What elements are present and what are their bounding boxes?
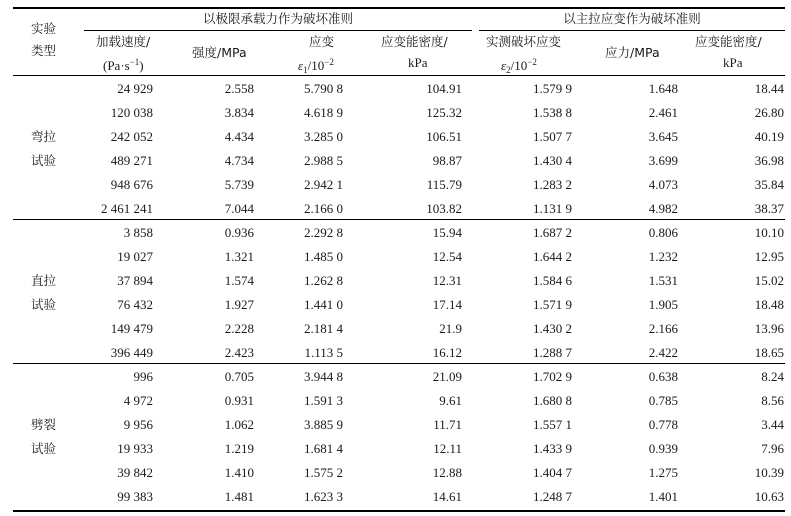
cell-stress: 1.648 <box>648 81 678 96</box>
cell-stress: 1.232 <box>648 249 678 264</box>
cell-strain: 1.441 0 <box>304 297 343 312</box>
cell-mstrain: 1.248 7 <box>533 489 572 504</box>
cell-strain: 3.285 0 <box>304 129 343 144</box>
cell-rate: 996 <box>133 369 153 384</box>
cell-rate: 489 271 <box>110 153 153 168</box>
cell-strength: 1.321 <box>224 249 254 264</box>
group-label-line2: 试验 <box>31 153 57 168</box>
cell-stress: 0.785 <box>648 393 678 408</box>
cell-energy: 103.82 <box>426 201 462 216</box>
cell-mstrain: 1.507 7 <box>533 129 572 144</box>
cell-energy2: 40.19 <box>754 129 784 144</box>
group-label-line2: 试验 <box>31 297 57 312</box>
cell-mstrain: 1.538 8 <box>533 105 572 120</box>
col-header-strength: 强度/MPa <box>192 45 247 60</box>
cell-strength: 2.558 <box>224 81 254 96</box>
cell-strain: 1.113 5 <box>304 345 343 360</box>
cell-energy2: 15.02 <box>754 273 784 288</box>
mstrain-unit: /10 <box>510 58 528 73</box>
col-header-stress: 应力/MPa <box>605 45 660 60</box>
cell-mstrain: 1.702 9 <box>533 369 572 384</box>
cell-strain: 3.885 9 <box>304 417 343 432</box>
cell-strength: 2.423 <box>224 345 254 360</box>
cell-energy2: 10.63 <box>754 489 784 504</box>
cell-strain: 2.292 8 <box>304 225 343 240</box>
cell-stress: 1.275 <box>648 465 678 480</box>
cell-stress: 1.401 <box>648 489 678 504</box>
cell-rate: 120 038 <box>110 105 153 120</box>
cell-rate: 2 461 241 <box>101 201 153 216</box>
cell-energy2: 18.48 <box>754 297 784 312</box>
col-header-energy2: 应变能密度/ <box>695 34 762 49</box>
cell-stress: 4.982 <box>648 201 678 216</box>
cell-rate: 19 027 <box>117 249 153 264</box>
cell-mstrain: 1.131 9 <box>533 201 572 216</box>
cell-strength: 5.739 <box>224 177 254 192</box>
group-label-line2: 试验 <box>31 441 57 456</box>
cell-energy: 9.61 <box>439 393 462 408</box>
cell-strain: 1.623 3 <box>304 489 343 504</box>
cell-stress: 0.939 <box>648 441 678 456</box>
cell-stress: 0.806 <box>648 225 678 240</box>
type-header-line2: 类型 <box>31 43 57 58</box>
cell-strain: 2.988 5 <box>304 153 343 168</box>
type-header-line1: 实验 <box>31 21 57 36</box>
col-header-rate-unit <box>103 55 144 73</box>
cell-rate: 396 449 <box>110 345 153 360</box>
cell-rate: 99 383 <box>117 489 153 504</box>
cell-energy2: 7.96 <box>761 441 784 456</box>
cell-strength: 4.434 <box>224 129 254 144</box>
cell-mstrain: 1.584 6 <box>533 273 572 288</box>
cell-stress: 3.645 <box>648 129 678 144</box>
cell-strength: 1.410 <box>224 465 254 480</box>
cell-energy: 12.31 <box>432 273 462 288</box>
cell-energy: 125.32 <box>426 105 462 120</box>
cell-energy2: 10.39 <box>754 465 784 480</box>
col-header-mstrain: 实测破坏应变 <box>486 34 562 49</box>
cell-strength: 1.481 <box>224 489 254 504</box>
group-header-limit: 以极限承载力作为破坏准则 <box>202 11 353 26</box>
cell-rate: 149 479 <box>110 321 153 336</box>
cell-strength: 2.228 <box>224 321 254 336</box>
mstrain-symbol: ε <box>501 58 507 73</box>
cell-strain: 1.262 8 <box>304 273 343 288</box>
cell-mstrain: 1.433 9 <box>533 441 572 456</box>
cell-energy: 104.91 <box>426 81 462 96</box>
header-rule <box>13 75 785 76</box>
col-header-strain-unit <box>298 55 334 78</box>
rate-unit-exp: −1 <box>129 57 140 67</box>
cell-rate: 19 933 <box>117 441 153 456</box>
group-limit-underline <box>84 30 472 31</box>
top-rule <box>13 7 785 9</box>
cell-strain: 2.166 0 <box>304 201 343 216</box>
cell-energy2: 13.96 <box>754 321 784 336</box>
col-header-mstrain-unit <box>501 55 537 78</box>
col-header-energy2-unit: kPa <box>723 55 743 70</box>
cell-strength: 1.927 <box>224 297 254 312</box>
group-principal-underline <box>479 30 785 31</box>
cell-strength: 1.574 <box>224 273 254 288</box>
cell-energy2: 26.80 <box>754 105 784 120</box>
cell-energy: 16.12 <box>432 345 462 360</box>
cell-rate: 9 956 <box>123 417 153 432</box>
cell-stress: 0.638 <box>648 369 678 384</box>
rate-unit-open: (Pa·s <box>103 58 130 73</box>
group-rule-1 <box>13 219 785 220</box>
data-table <box>13 7 785 512</box>
cell-energy: 106.51 <box>426 129 462 144</box>
group-header-principal: 以主拉应变作为破坏准则 <box>563 11 701 26</box>
cell-strain: 5.790 8 <box>304 81 343 96</box>
cell-strength: 0.931 <box>224 393 254 408</box>
cell-rate: 24 929 <box>117 81 153 96</box>
group-label-line1: 劈裂 <box>31 417 57 432</box>
cell-energy: 12.54 <box>432 249 462 264</box>
cell-mstrain: 1.557 1 <box>533 417 572 432</box>
cell-mstrain: 1.288 7 <box>533 345 572 360</box>
cell-strength: 1.219 <box>224 441 254 456</box>
cell-strength: 0.936 <box>224 225 254 240</box>
cell-strength: 1.062 <box>224 417 254 432</box>
group-label-line1: 弯拉 <box>31 129 57 144</box>
cell-energy: 14.61 <box>432 489 462 504</box>
cell-rate: 3 858 <box>123 225 153 240</box>
col-header-strain: 应变 <box>309 34 335 49</box>
cell-energy2: 3.44 <box>761 417 784 432</box>
cell-energy2: 10.10 <box>754 225 784 240</box>
strain-subscript: 1 <box>303 65 308 75</box>
col-header-energy-unit: kPa <box>408 55 428 70</box>
strain-symbol: ε <box>298 58 304 73</box>
cell-stress: 0.778 <box>648 417 678 432</box>
cell-stress: 4.073 <box>648 177 678 192</box>
cell-stress: 2.461 <box>648 105 678 120</box>
cell-mstrain: 1.579 9 <box>533 81 572 96</box>
rate-unit-close: ) <box>139 58 144 73</box>
cell-rate: 37 894 <box>117 273 153 288</box>
cell-strain: 1.575 2 <box>304 465 343 480</box>
strain-exp: −2 <box>324 57 334 67</box>
cell-energy2: 38.37 <box>754 201 784 216</box>
cell-energy2: 35.84 <box>754 177 784 192</box>
cell-energy2: 18.44 <box>754 81 784 96</box>
cell-rate: 76 432 <box>117 297 153 312</box>
cell-energy2: 8.56 <box>761 393 784 408</box>
cell-energy: 12.11 <box>433 441 462 456</box>
cell-stress: 1.531 <box>648 273 678 288</box>
cell-stress: 1.905 <box>648 297 678 312</box>
cell-mstrain: 1.430 2 <box>533 321 572 336</box>
cell-energy: 98.87 <box>432 153 462 168</box>
cell-strength: 7.044 <box>224 201 254 216</box>
cell-energy: 21.09 <box>432 369 462 384</box>
cell-energy: 12.88 <box>432 465 462 480</box>
cell-mstrain: 1.680 8 <box>533 393 572 408</box>
mstrain-subscript: 2 <box>506 65 511 75</box>
group-label-line1: 直拉 <box>31 273 57 288</box>
cell-strain: 4.618 9 <box>304 105 343 120</box>
cell-strain: 3.944 8 <box>304 369 343 384</box>
mstrain-exp: −2 <box>527 57 537 67</box>
cell-mstrain: 1.283 2 <box>533 177 572 192</box>
cell-energy2: 8.24 <box>761 369 784 384</box>
cell-rate: 948 676 <box>110 177 153 192</box>
cell-energy2: 12.95 <box>754 249 784 264</box>
cell-mstrain: 1.571 9 <box>533 297 572 312</box>
cell-rate: 242 052 <box>110 129 153 144</box>
cell-energy: 11.71 <box>433 417 462 432</box>
col-header-energy: 应变能密度/ <box>381 34 448 49</box>
cell-stress: 2.166 <box>648 321 678 336</box>
cell-mstrain: 1.644 2 <box>533 249 572 264</box>
cell-strength: 0.705 <box>224 369 254 384</box>
cell-strength: 3.834 <box>224 105 254 120</box>
cell-energy: 115.79 <box>426 177 462 192</box>
cell-strain: 1.681 4 <box>304 441 343 456</box>
cell-energy: 15.94 <box>432 225 462 240</box>
cell-energy2: 18.65 <box>754 345 784 360</box>
cell-energy: 21.9 <box>439 321 462 336</box>
cell-strength: 4.734 <box>224 153 254 168</box>
cell-energy2: 36.98 <box>754 153 784 168</box>
cell-stress: 3.699 <box>648 153 678 168</box>
cell-rate: 39 842 <box>117 465 153 480</box>
cell-energy: 17.14 <box>432 297 462 312</box>
cell-mstrain: 1.687 2 <box>533 225 572 240</box>
group-rule-2 <box>13 363 785 364</box>
col-header-rate: 加载速度/ <box>96 34 151 49</box>
strain-unit: /10 <box>307 58 325 73</box>
cell-stress: 2.422 <box>648 345 678 360</box>
cell-strain: 1.485 0 <box>304 249 343 264</box>
bottom-rule <box>13 510 785 512</box>
cell-mstrain: 1.404 7 <box>533 465 572 480</box>
cell-rate: 4 972 <box>123 393 153 408</box>
cell-strain: 2.181 4 <box>304 321 343 336</box>
cell-strain: 1.591 3 <box>304 393 343 408</box>
cell-strain: 2.942 1 <box>304 177 343 192</box>
cell-mstrain: 1.430 4 <box>533 153 572 168</box>
